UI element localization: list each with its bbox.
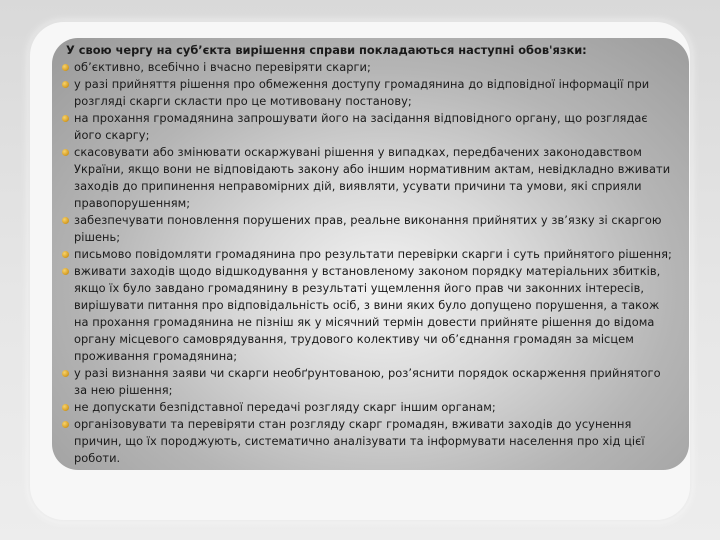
list-item <box>62 399 675 416</box>
bullet-icon <box>62 115 69 122</box>
bullet-icon <box>62 404 69 411</box>
list-item-text: не допускати безпідставної передачі розгляду скарг іншим органам; <box>74 400 496 414</box>
bullet-icon <box>62 149 69 156</box>
list-item <box>62 263 675 365</box>
list-item-text: на прохання громадянина запрошувати його на засідання відповідного органу, що розглядає його скаргу; <box>74 111 648 142</box>
bullet-icon <box>62 421 69 428</box>
list-item <box>62 365 675 399</box>
list-item-text: вживати заходів щодо відшкодування у встановленому законом порядку матеріальних збитків, якщо їх було завдано громадянину в результаті ущемлення його прав чи законних інтересів, вирішувати питання про відповідальність осіб, з вини яких було допущено порушення, а також на прохання громадянина не пізніш як у місячний термін довести прийняте рішення до відома органу місцевого самоврядування, трудового колективу чи об’єднання громадян за місцем проживання громадянина; <box>74 264 661 363</box>
list-item <box>62 110 675 144</box>
list-item <box>62 144 675 212</box>
list-item <box>62 246 675 263</box>
bullet-icon <box>62 64 69 71</box>
list-item <box>62 59 675 76</box>
list-item-text: у разі прийняття рішення про обмеження доступу громадянина до відповідної інформації при розгляді скарги скласти про це мотивовану постанову; <box>74 77 650 108</box>
bullet-icon <box>62 370 69 377</box>
bullet-icon <box>62 268 69 275</box>
list-item-text: скасовувати або змінювати оскаржувані рішення у випадках, передбачених законодавством України, якщо вони не відповідають закону або іншим нормативним актам, невідкладно вживати заходів до припинення неправомірних дій, виявляти, усувати причини та умови, які сприяли правопорушенням; <box>74 145 671 210</box>
list-item-text: об’єктивно, всебічно і вчасно перевіряти скарги; <box>74 60 371 74</box>
list-item <box>62 76 675 110</box>
bullet-icon <box>62 81 69 88</box>
duties-list <box>62 59 675 467</box>
list-item-text: у разі визнання заяви чи скарги необґрунтованою, роз’яснити порядок оскарження прийнятого за нею рішення; <box>74 366 661 397</box>
slide-content-area <box>52 38 689 470</box>
list-item-text: забезпечувати поновлення порушених прав, реальне виконання прийнятих у зв’язку зі скаргою рішень; <box>74 213 662 244</box>
bullet-icon <box>62 251 69 258</box>
slide-heading: У свою чергу на суб’єкта вирішення справи покладаються наступні обов'язки: <box>66 43 587 57</box>
list-item <box>62 212 675 246</box>
list-item-text: організовувати та перевіряти стан розгляду скарг громадян, вживати заходів до усунення причин, що їх породжують, систематично аналізувати та інформувати населення про хід цієї роботи. <box>74 417 645 465</box>
bullet-icon <box>62 217 69 224</box>
list-item-text: письмово повідомляти громадянина про результати перевірки скарги і суть прийнятого рішення; <box>74 247 672 261</box>
list-item <box>62 416 675 467</box>
